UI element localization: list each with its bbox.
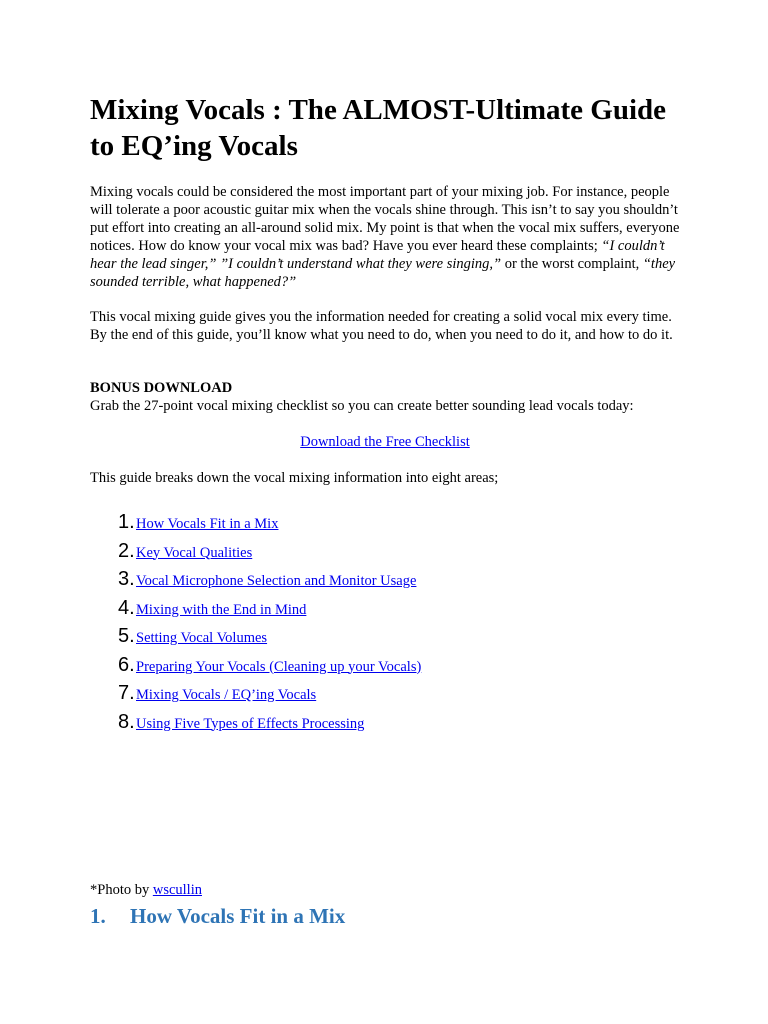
toc-item <box>90 651 421 680</box>
section-title: How Vocals Fit in a Mix <box>130 904 346 928</box>
toc-number: 2. <box>118 539 135 562</box>
bonus-heading: BONUS DOWNLOAD <box>90 380 233 396</box>
toc-link-key-vocal-qualities[interactable]: Key Vocal Qualities <box>136 544 253 561</box>
toc-link-setting-volumes[interactable]: Setting Vocal Volumes <box>136 630 268 646</box>
toc-item <box>90 708 421 737</box>
toc-item <box>90 679 421 708</box>
checklist-link-line <box>90 433 680 451</box>
intro-text-part1: Mixing vocals could be considered the most important part of your mixing job. For instance, people will tolerate a poor acoustic guitar mix when the vocals shine through. This isn’t to say you shouldn’t put effort into creating an all-around solid mix. My point is that when the vocal mix suffers, everyone notices. How do know your vocal mix was bad? Have you ever heard these complaints; <box>90 184 680 254</box>
toc-number: 8. <box>118 710 135 733</box>
guide-paragraph: This vocal mixing guide gives you the information needed for creating a solid vocal mix every time. By the end of this guide, you’ll know what you need to do, when you need to do it, and how to do it. <box>90 309 673 343</box>
toc-link-mixing-end-in-mind[interactable]: Mixing with the End in Mind <box>136 601 307 618</box>
intro-quote-1: “I couldn’t hear the lead singer,” ”I couldn’t understand what they were singing,” <box>90 238 665 272</box>
intro-text-part2: or the worst complaint, <box>501 256 643 272</box>
photo-credit-prefix: *Photo by <box>90 881 153 898</box>
toc-number: 4. <box>118 596 135 619</box>
toc-item <box>90 622 421 651</box>
toc-number: 3. <box>118 568 135 590</box>
page-title: Mixing Vocals : The ALMOST-Ultimate Guide to EQ’ing Vocals <box>90 94 667 162</box>
section-heading <box>90 902 345 930</box>
toc-item <box>90 594 421 623</box>
toc-link-eqing-vocals[interactable]: Mixing Vocals / EQ’ing Vocals <box>136 687 317 703</box>
toc-number: 1. <box>118 511 135 533</box>
table-of-contents <box>90 508 421 736</box>
toc-item <box>90 565 421 594</box>
toc-number: 6. <box>118 653 135 676</box>
download-checklist-link[interactable]: Download the Free Checklist <box>300 434 470 450</box>
toc-number: 7. <box>118 682 135 704</box>
intro-quote-2: “they sounded terrible, what happened?” <box>90 256 676 290</box>
toc-number: 5. <box>118 625 135 647</box>
toc-item <box>90 508 421 537</box>
toc-link-preparing-vocals[interactable]: Preparing Your Vocals (Cleaning up your Vocals) <box>136 658 422 675</box>
intro-paragraph <box>90 183 680 291</box>
section-number: 1. <box>90 904 106 928</box>
toc-link-effects-processing[interactable]: Using Five Types of Effects Processing <box>136 715 365 732</box>
toc-link-how-vocals-fit[interactable]: How Vocals Fit in a Mix <box>136 516 279 532</box>
breakdown-intro: This guide breaks down the vocal mixing information into eight areas; <box>90 470 499 486</box>
bonus-text: Grab the 27-point vocal mixing checklist so you can create better sounding lead vocals today: <box>90 398 634 414</box>
photo-credit-link[interactable]: wscullin <box>152 881 202 898</box>
toc-item <box>90 537 421 566</box>
photo-credit <box>90 881 202 899</box>
toc-link-microphone-selection[interactable]: Vocal Microphone Selection and Monitor Usage <box>136 573 417 589</box>
